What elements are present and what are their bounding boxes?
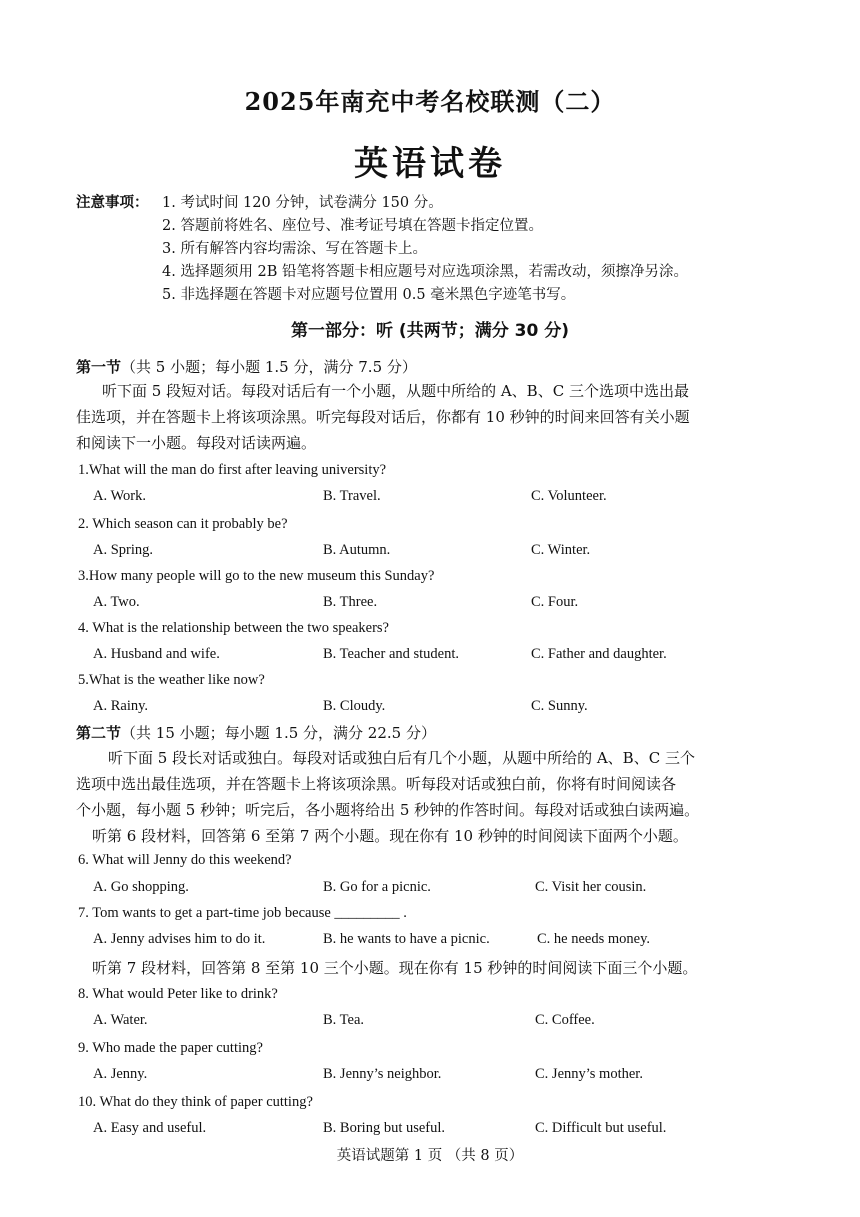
section2-heading [76, 722, 436, 743]
question-4-option-a: A. Husband and wife. [93, 646, 220, 662]
material-7-instruction: 听第 7 段材料，回答第 8 至第 10 三个小题。现在你有 15 秒钟的时间阅读下面三个小题。 [92, 959, 698, 977]
question-5-stem: 5.What is the weather like now? [78, 672, 265, 688]
question-7-option-a: A. Jenny advises him to do it. [93, 931, 266, 947]
section1-name: 第一节 [76, 358, 122, 376]
section2-instruction-2: 选项中选出最佳选项，并在答题卡上将该项涂黑。听每段对话或独白前，你将有时间阅读各 [76, 775, 677, 793]
question-3-option-a: A. Two. [93, 594, 140, 610]
question-7-option-b: B. he wants to have a picnic. [323, 931, 490, 947]
question-8-stem: 8. What would Peter like to drink? [78, 986, 278, 1002]
question-1-option-c: C. Volunteer. [531, 488, 607, 504]
material-6-instruction: 听第 6 段材料，回答第 6 至第 7 两个小题。现在你有 10 秒钟的时间阅读下面两个小题。 [92, 827, 688, 845]
note-item-3: 3. 所有解答内容均需涂、写在答题卡上。 [162, 241, 427, 257]
question-6-option-b: B. Go for a picnic. [323, 879, 431, 895]
question-6-stem: 6. What will Jenny do this weekend? [78, 852, 292, 868]
question-8-option-c: C. Coffee. [535, 1012, 595, 1028]
question-9-option-b: B. Jenny’s neighbor. [323, 1066, 442, 1082]
question-9-option-c: C. Jenny’s mother. [535, 1066, 643, 1082]
question-3-stem: 3.How many people will go to the new museum this Sunday? [78, 568, 435, 584]
question-4-option-b: B. Teacher and student. [323, 646, 460, 662]
subject-title: 英语试卷 [354, 144, 506, 184]
question-5-option-c: C. Sunny. [531, 698, 588, 714]
question-6-option-c: C. Visit her cousin. [535, 879, 647, 895]
question-10-option-c: C. Difficult but useful. [535, 1120, 667, 1136]
question-5-option-a: A. Rainy. [93, 698, 149, 714]
question-8-options [93, 1012, 793, 1034]
section1-heading [76, 356, 417, 377]
question-10-options [93, 1120, 793, 1142]
section1-info: （共 5 小题；每小题 1.5 分，满分 7.5 分） [121, 358, 417, 376]
question-4-stem: 4. What is the relationship between the two speakers? [78, 620, 389, 636]
question-10-stem: 10. What do they think of paper cutting? [78, 1094, 313, 1110]
part1-title: 第一部分：听 (共两节；满分 30 分) [291, 321, 569, 341]
question-3-option-b: B. Three. [323, 594, 378, 610]
question-1-options [93, 488, 793, 510]
notes-block [76, 192, 836, 307]
note-item-5: 5. 非选择题在答题卡对应题号位置用 0.5 毫米黑色字迹笔书写。 [162, 287, 576, 303]
question-7-options [93, 931, 793, 953]
question-2-option-a: A. Spring. [93, 542, 154, 558]
question-9-stem: 9. Who made the paper cutting? [78, 1040, 263, 1056]
question-7-option-c: C. he needs money. [537, 931, 651, 947]
question-4-option-c: C. Father and daughter. [531, 646, 667, 662]
question-8-option-b: B. Tea. [323, 1012, 365, 1028]
question-10-option-b: B. Boring but useful. [323, 1120, 446, 1136]
section2-instruction-3: 个小题，每小题 5 秒钟；听完后，各小题将给出 5 秒钟的作答时间。每段对话或独白读两遍。 [76, 801, 700, 819]
question-9-option-a: A. Jenny. [93, 1066, 148, 1082]
question-6-option-a: A. Go shopping. [93, 879, 189, 895]
question-2-stem: 2. Which season can it probably be? [78, 516, 288, 532]
section2-instruction-1: 听下面 5 段长对话或独白。每段对话或独白后有几个小题，从题中所给的 A、B、C 三个 [108, 749, 695, 767]
question-8-option-a: A. Water. [93, 1012, 148, 1028]
question-5-option-b: B. Cloudy. [323, 698, 386, 714]
question-7-stem: 7. Tom wants to get a part-time job because _________ . [78, 905, 407, 921]
section1-instruction-1: 听下面 5 段短对话。每段对话后有一个小题，从题中所给的 A、B、C 三个选项中选出最 [102, 382, 689, 400]
exam-title: 2025年南充中考名校联测（二） [244, 87, 616, 116]
question-1-option-a: A. Work. [93, 488, 146, 504]
question-2-option-b: B. Autumn. [323, 542, 391, 558]
question-1-option-b: B. Travel. [323, 488, 381, 504]
section1-instruction-3: 和阅读下一小题。每段对话读两遍。 [76, 434, 317, 452]
question-2-options [93, 542, 793, 564]
question-4-options [93, 646, 793, 668]
question-6-options [93, 879, 793, 901]
question-3-options [93, 594, 793, 616]
note-item-4: 4. 选择题须用 2B 铅笔将答题卡相应题号对应选项涂黑，若需改动，须擦净另涂。 [162, 264, 689, 280]
section1-instruction-2: 佳选项，并在答题卡上将该项涂黑。听完每段对话后，你都有 10 秒钟的时间来回答有关小题 [76, 408, 690, 426]
note-item-1: 1. 考试时间 120 分钟，试卷满分 150 分。 [162, 195, 443, 211]
question-9-options [93, 1066, 793, 1088]
note-item-2: 2. 答题前将姓名、座位号、准考证号填在答题卡指定位置。 [162, 218, 543, 234]
page-footer: 英语试题第 1 页 （共 8 页） [336, 1148, 524, 1164]
question-10-option-a: A. Easy and useful. [93, 1120, 207, 1136]
section2-name: 第二节 [76, 724, 122, 742]
question-5-options [93, 698, 793, 720]
question-3-option-c: C. Four. [531, 594, 579, 610]
question-2-option-c: C. Winter. [531, 542, 591, 558]
question-1-stem: 1.What will the man do first after leaving university? [78, 462, 387, 478]
section2-info: （共 15 小题；每小题 1.5 分，满分 22.5 分） [121, 724, 436, 742]
notes-label: 注意事项： [76, 195, 149, 211]
